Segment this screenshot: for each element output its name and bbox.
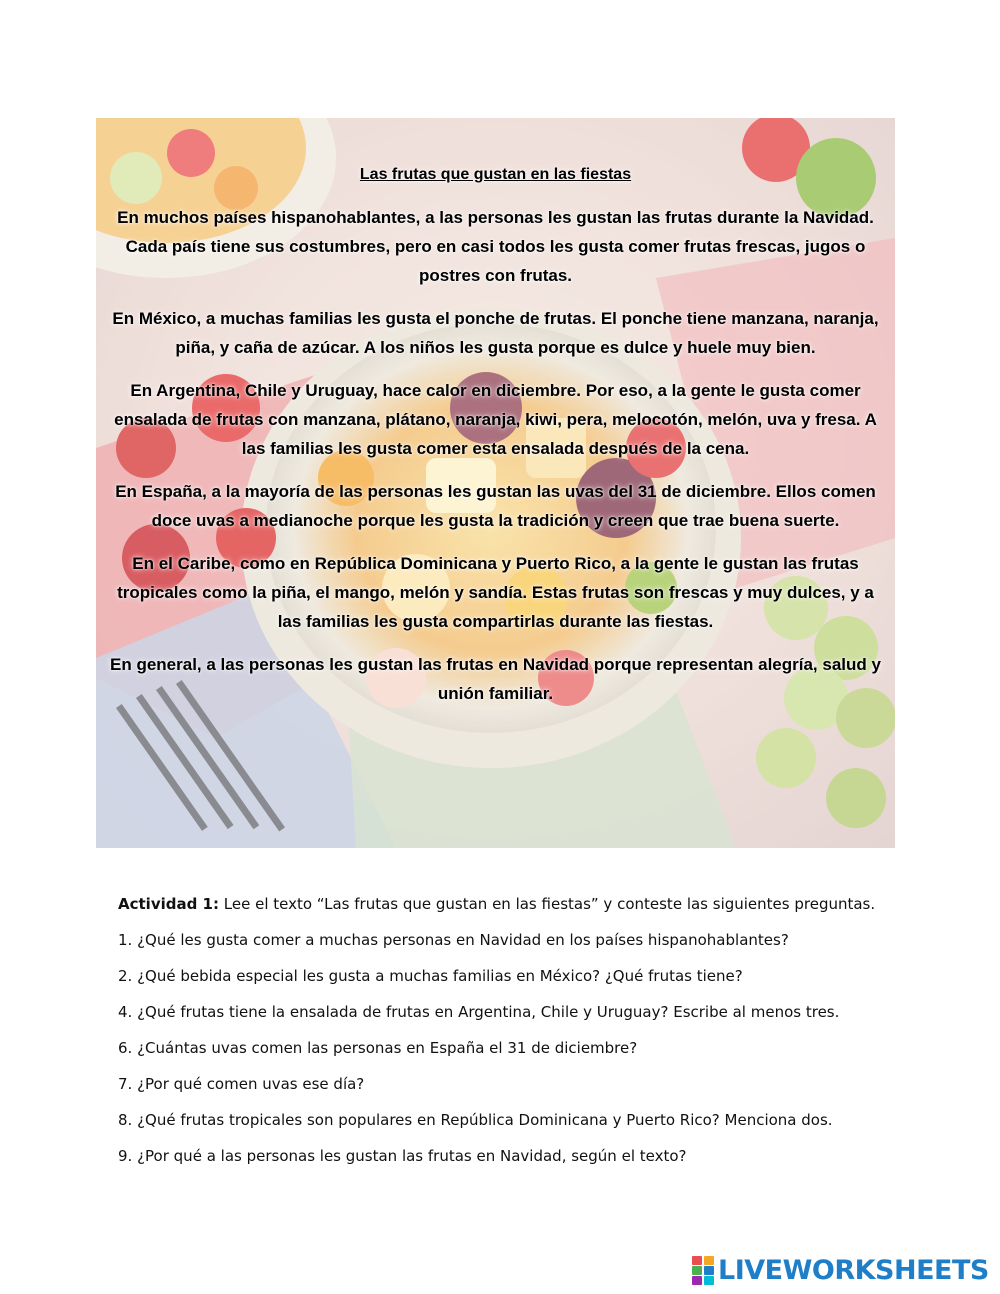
reading-paragraph: En Argentina, Chile y Uruguay, hace calor en diciembre. Por eso, a la gente le gusta comer ensalada de frutas con manzana, plátano, naranja, kiwi, pera, melocotón, melón, uva y fresa. A las familias les gusta comer esta ensalada después de la cena. — [114, 381, 877, 458]
activity-label: Actividad 1: — [118, 895, 219, 913]
question-item: 4. ¿Qué frutas tiene la ensalada de frutas en Argentina, Chile y Uruguay? Escribe al menos tres. — [118, 1003, 840, 1021]
reading-passage — [96, 118, 895, 848]
reading-paragraph: En España, a la mayoría de las personas les gustan las uvas del 31 de diciembre. Ellos comen doce uvas a medianoche porque les gusta la tradición y creen que trae buena suerte. — [115, 482, 876, 530]
liveworksheets-logo-icon — [692, 1256, 714, 1284]
question-item: 2. ¿Qué bebida especial les gusta a muchas familias en México? ¿Qué frutas tiene? — [118, 967, 743, 985]
activity-instruction-text: Lee el texto “Las frutas que gustan en las fiestas” y conteste las siguientes preguntas. — [219, 895, 876, 913]
activity-section — [118, 890, 918, 1178]
reading-paragraph: En el Caribe, como en República Dominicana y Puerto Rico, a la gente le gustan las frutas tropicales como la piña, el mango, melón y sandía. Estas frutas son frescas y muy dulces, y a las familias les gusta compartirlas durante las fiestas. — [117, 554, 874, 631]
reading-paragraph: En muchos países hispanohablantes, a las personas les gustan las frutas durante la Navidad. Cada país tiene sus costumbres, pero en casi todos les gusta comer frutas frescas, jugos o postres con frutas. — [117, 208, 874, 285]
activity-instruction — [118, 890, 918, 926]
liveworksheets-logo-text: LIVEWORKSHEETS — [718, 1254, 989, 1286]
question-item: 8. ¿Qué frutas tropicales son populares en República Dominicana y Puerto Rico? Menciona dos. — [118, 1111, 833, 1129]
question-item: 7. ¿Por qué comen uvas ese día? — [118, 1075, 365, 1093]
question-item: 6. ¿Cuántas uvas comen las personas en España el 31 de diciembre? — [118, 1039, 638, 1057]
liveworksheets-logo[interactable] — [692, 1253, 989, 1287]
reading-paragraph: En general, a las personas les gustan las frutas en Navidad porque representan alegría, salud y unión familiar. — [110, 655, 881, 703]
fruit-salad-image — [96, 118, 895, 848]
reading-title: Las frutas que gustan en las fiestas — [359, 166, 632, 183]
question-item: 1. ¿Qué les gusta comer a muchas personas en Navidad en los países hispanohablantes? — [118, 931, 789, 949]
reading-paragraph: En México, a muchas familias les gusta el ponche de frutas. El ponche tiene manzana, naranja, piña, y caña de azúcar. A los niños les gusta porque es dulce y huele muy bien. — [112, 309, 879, 357]
question-item: 9. ¿Por qué a las personas les gustan las frutas en Navidad, según el texto? — [118, 1147, 687, 1165]
